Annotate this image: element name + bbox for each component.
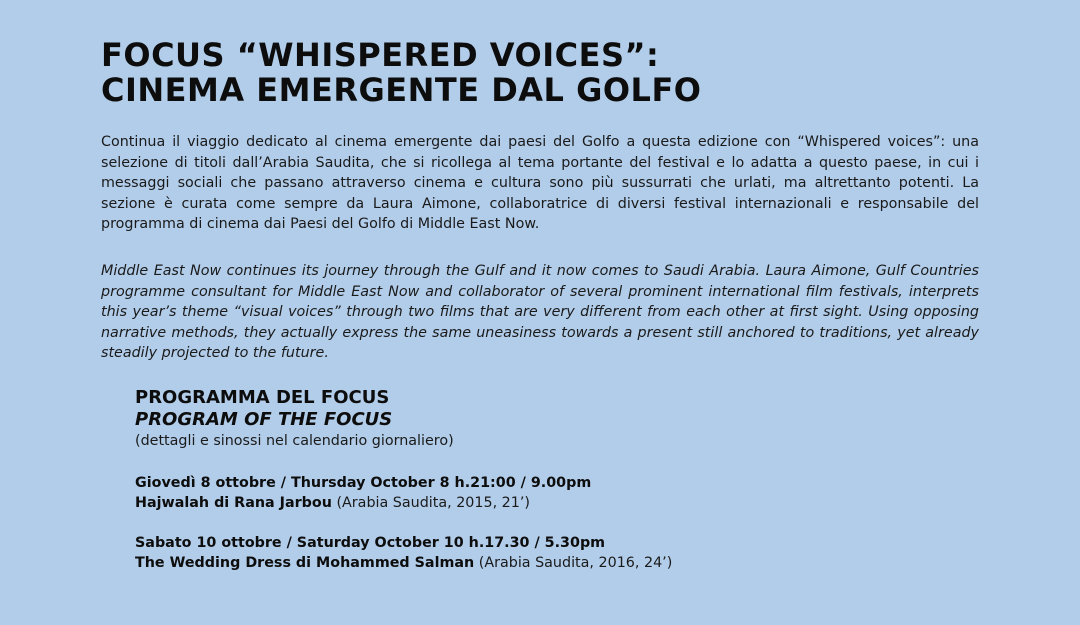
screening-film [135,493,935,513]
film-info: (Arabia Saudita, 2016, 24’) [474,555,673,571]
screening-item [135,533,935,573]
program-heading-italian: PROGRAMMA DEL FOCUS [135,387,390,408]
page-title-line-1: FOCUS “WHISPERED VOICES”: [101,36,660,74]
film-info: (Arabia Saudita, 2015, 21’) [331,495,530,511]
screening-datetime: Sabato 10 ottobre / Saturday October 10 h.17.30 / 5.30pm [135,535,606,551]
screening-datetime: Giovedì 8 ottobre / Thursday October 8 h.21:00 / 9.00pm [135,475,592,491]
program-heading-english: PROGRAM OF THE FOCUS [135,409,393,430]
program-section [135,387,935,573]
screening-film [135,553,935,573]
intro-paragraph-english: Middle East Now continues its journey through the Gulf and it now comes to Saudi Arabia. Laura Aimone, Gulf Countries programme consultant for Middle East Now and collaborator of several prominent international film festivals, interprets this year’s theme “visual voices” through two films that are very different from each other at first sight. Using opposing narrative methods, they actually express the same uneasiness towards a present still anchored to traditions, yet already steadily projected to the future. [101,263,979,361]
program-note: (dettagli e sinossi nel calendario giornaliero) [135,433,454,449]
film-title: The Wedding Dress di Mohammed Salman [135,555,475,571]
screening-item [135,473,935,513]
page-title-line-2: CINEMA EMERGENTE DAL GOLFO [101,71,702,109]
film-title: Hajwalah di Rana Jarbou [135,495,332,511]
page-title [101,38,1001,108]
intro-paragraph-italian: Continua il viaggio dedicato al cinema emergente dai paesi del Golfo a questa edizione con “Whispered voices”: una selezione di titoli dall’Arabia Saudita, che si ricollega al tema portante del festival e lo adatta a questo paese, in cui i messaggi sociali che passano attraverso cinema e cultura sono più sussurrati che urlati, ma altrettanto potenti. La sezione è curata come sempre da Laura Aimone, collaboratrice di diversi festival internazionali e responsabile del programma di cinema dai Paesi del Golfo di Middle East Now. [101,134,979,232]
